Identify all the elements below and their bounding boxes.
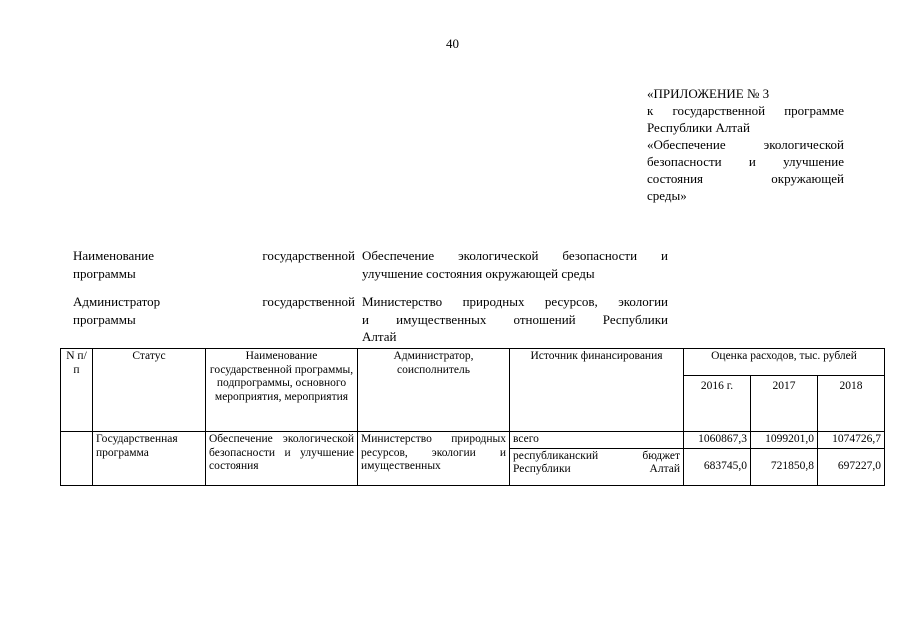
cell-admin: Министерство природных ресурсов, экологии и имущественных	[358, 432, 510, 486]
program-admin-block	[73, 293, 668, 349]
value-line: Министерство природных ресурсов, экологии	[362, 294, 668, 309]
cell-value: 721850,8	[751, 448, 818, 485]
financing-table	[60, 348, 885, 486]
cell-value: 1074726,7	[818, 432, 885, 449]
appendix-line: к государственной программе	[647, 103, 844, 118]
cell-name: Обеспечение экологической безопасности и улучшение состояния	[206, 432, 358, 486]
header-year: 2017	[751, 376, 818, 432]
header-status: Статус	[93, 349, 206, 432]
cell-source-budget: республиканский бюджет Республики Алтай	[510, 448, 684, 485]
appendix-line: «Обеспечение экологической	[647, 137, 844, 152]
appendix-line: «ПРИЛОЖЕНИЕ № 3	[647, 86, 770, 101]
label-line: программы	[73, 265, 136, 281]
cell-num	[61, 432, 93, 486]
cell-value: 1060867,3	[684, 432, 751, 449]
header-year: 2016 г.	[684, 376, 751, 432]
label-line: Наименование государственной	[73, 248, 355, 263]
value-line: улучшение состояния окружающей среды	[362, 265, 595, 281]
label-line: Администратор государственной	[73, 294, 355, 309]
header-name: Наименование государственной программы, подпрограммы, основного мероприятия, мероприятия	[206, 349, 358, 432]
cell-status: Государственная программа	[93, 432, 206, 486]
appendix-line: состояния окружающей	[647, 171, 844, 186]
value-line: Обеспечение экологической безопасности и	[362, 248, 668, 263]
program-name-label	[73, 247, 355, 282]
label-line: программы	[73, 311, 136, 327]
appendix-line: безопасности и улучшение	[647, 154, 844, 169]
cell-value: 1099201,0	[751, 432, 818, 449]
cell-source-total: всего	[510, 432, 684, 449]
program-admin-value	[362, 293, 668, 346]
header-year: 2018	[818, 376, 885, 432]
program-name-block	[73, 247, 668, 287]
value-line: и имущественных отношений Республики	[362, 311, 668, 327]
value-line: Алтай	[362, 329, 397, 344]
table-row	[61, 432, 885, 449]
appendix-heading	[647, 85, 844, 204]
header-admin: Администратор, соисполнитель	[358, 349, 510, 432]
program-name-value	[362, 247, 668, 282]
header-row	[61, 349, 885, 376]
program-admin-label	[73, 293, 355, 328]
header-source: Источник финансирования	[510, 349, 684, 432]
header-costs: Оценка расходов, тыс. рублей	[684, 349, 885, 376]
appendix-line: Республики Алтай	[647, 120, 750, 135]
cell-value: 683745,0	[684, 448, 751, 485]
cell-value: 697227,0	[818, 448, 885, 485]
page-number: 40	[446, 36, 459, 51]
appendix-line: среды»	[647, 188, 687, 203]
header-num: N п/п	[61, 349, 93, 432]
